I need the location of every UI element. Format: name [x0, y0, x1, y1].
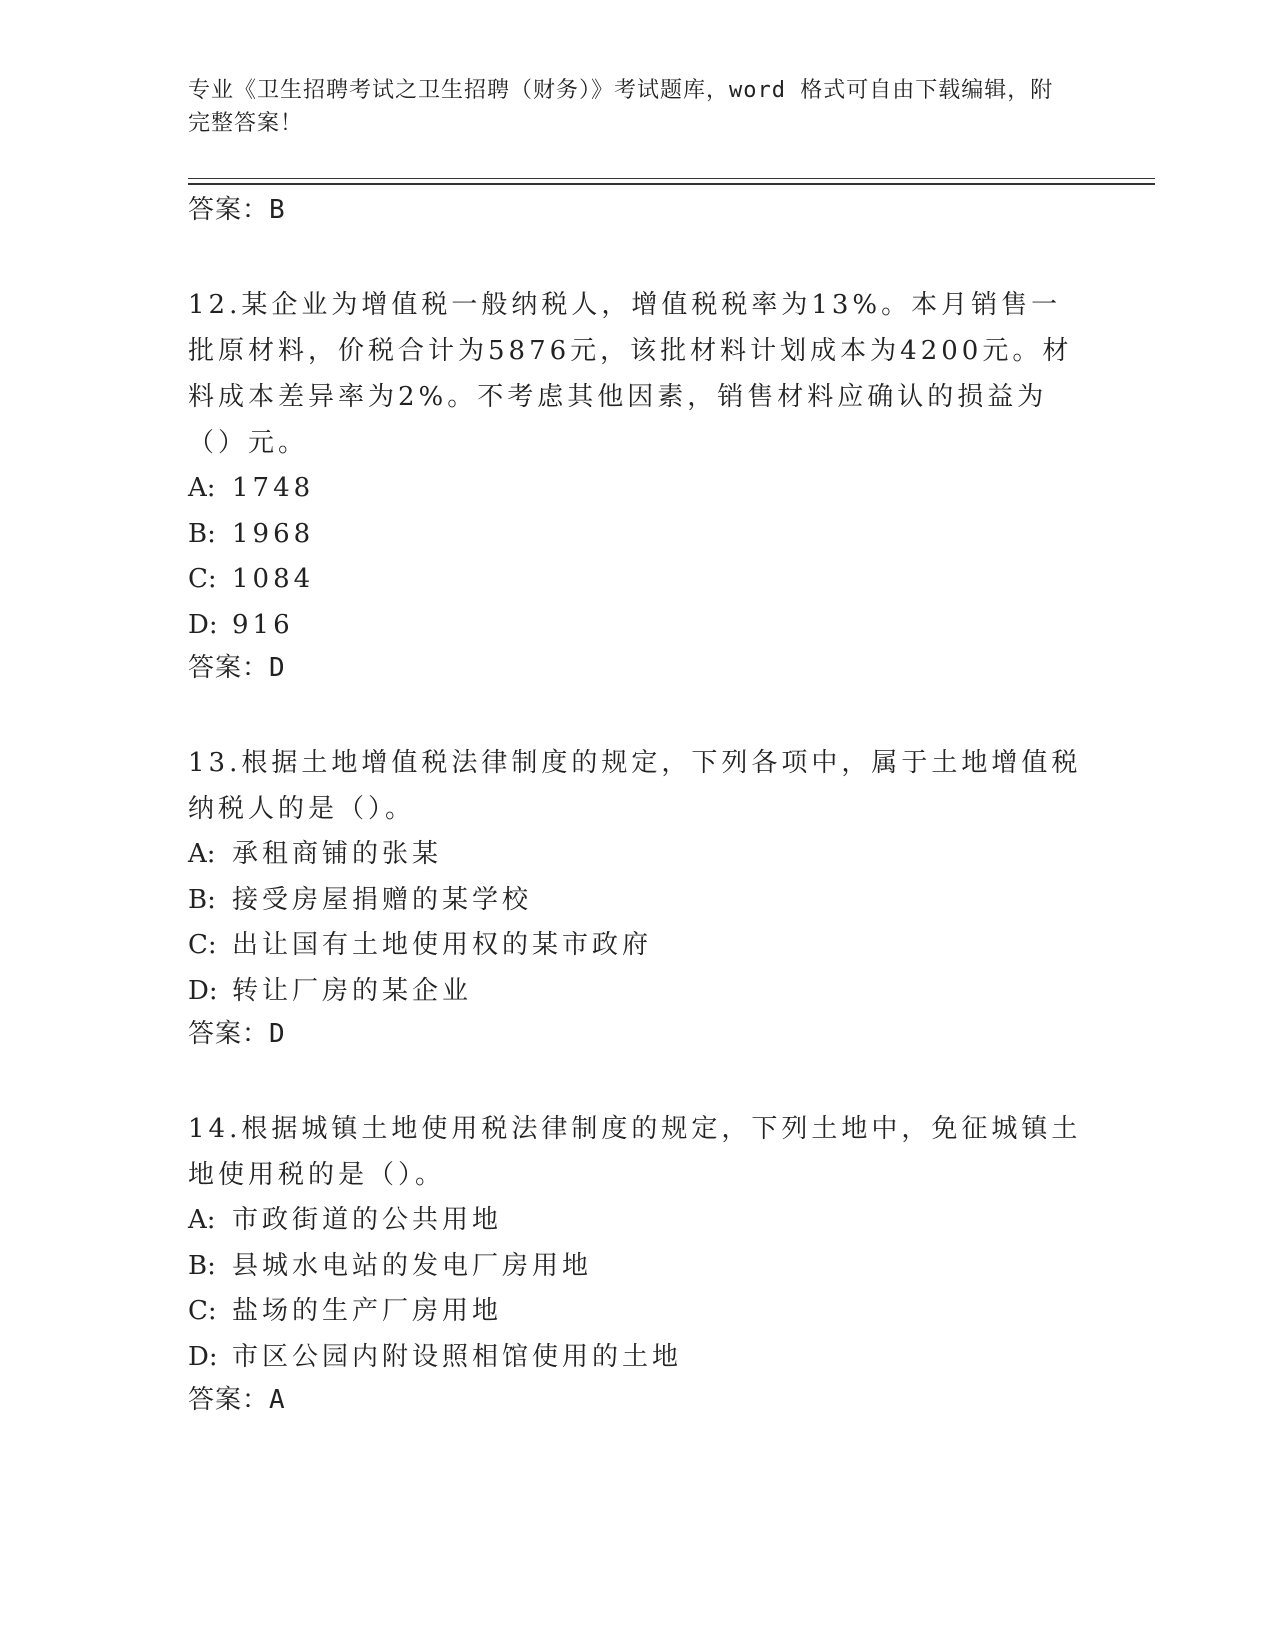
option-text: 1748	[232, 473, 315, 503]
option-text: 接受房屋捐赠的某学校	[232, 884, 533, 915]
option-letter: D:	[188, 975, 218, 1006]
option-text: 县城水电站的发电厂房用地	[232, 1250, 593, 1281]
answer-prefix: 答案：	[188, 1385, 270, 1415]
option-d	[188, 603, 1088, 649]
option-letter: C:	[188, 1296, 217, 1326]
option-c	[188, 557, 1088, 603]
answer-prefix: 答案：	[188, 653, 270, 683]
option-letter: B:	[188, 518, 216, 549]
option-letter: C:	[188, 930, 217, 960]
option-a	[188, 466, 1088, 512]
option-c	[188, 923, 1088, 969]
header-divider-thin	[188, 178, 1155, 179]
option-letter: B:	[188, 1250, 216, 1281]
option-letter: B:	[188, 884, 216, 915]
option-letter: A:	[188, 839, 216, 869]
option-text: 1084	[232, 564, 315, 594]
question-text: 14.根据城镇土地使用税法律制度的规定，下列土地中，免征城镇土地使用税的是（）。	[188, 1114, 1082, 1190]
option-text: 916	[232, 609, 294, 640]
option-text: 转让厂房的某企业	[232, 975, 473, 1006]
option-d	[188, 969, 1088, 1015]
option-d	[188, 1335, 1088, 1381]
option-letter: A:	[188, 1205, 216, 1235]
question-list	[188, 190, 1088, 1420]
spacer	[188, 688, 1088, 740]
question-12	[188, 282, 1088, 688]
answer-prefix: 答案：	[188, 1019, 270, 1049]
answer-value: A	[269, 1385, 286, 1415]
option-a	[188, 1198, 1088, 1244]
option-b	[188, 1244, 1088, 1290]
header-divider-thick	[188, 183, 1155, 185]
spacer	[188, 1054, 1088, 1106]
question-text: 13.根据土地增值税法律制度的规定，下列各项中，属于土地增值税纳税人的是（）。	[188, 748, 1082, 824]
option-text: 盐场的生产厂房用地	[232, 1296, 503, 1326]
answer-value: B	[269, 195, 286, 225]
option-text: 1968	[232, 518, 315, 549]
option-text: 出让国有土地使用权的某市政府	[232, 930, 653, 960]
previous-answer	[188, 190, 1088, 230]
page-header: 专业《卫生招聘考试之卫生招聘（财务）》考试题库，word 格式可自由下载编辑，附完整答案！	[188, 78, 1054, 136]
question-text: 12.某企业为增值税一般纳税人，增值税税率为13%。本月销售一批原材料，价税合计为5876元，该批材料计划成本为4200元。材料成本差异率为2%。不考虑其他因素，销售材料应确认的损益为（）元。	[188, 290, 1073, 458]
option-text: 市政街道的公共用地	[232, 1205, 503, 1235]
option-b	[188, 878, 1088, 924]
option-letter: D:	[188, 1341, 218, 1372]
answer-line	[188, 1014, 1088, 1054]
answer-prefix: 答案：	[188, 195, 270, 225]
option-text: 市区公园内附设照相馆使用的土地	[232, 1341, 683, 1372]
option-b	[188, 512, 1088, 558]
answer-value: D	[269, 653, 286, 683]
option-c	[188, 1289, 1088, 1335]
question-14	[188, 1106, 1088, 1420]
answer-line	[188, 648, 1088, 688]
spacer	[188, 230, 1088, 282]
option-letter: C:	[188, 564, 217, 594]
option-a	[188, 832, 1088, 878]
answer-line	[188, 1380, 1088, 1420]
option-letter: A:	[188, 473, 216, 503]
option-text: 承租商铺的张某	[232, 839, 443, 869]
question-13	[188, 740, 1088, 1054]
option-letter: D:	[188, 609, 218, 640]
answer-value: D	[269, 1019, 286, 1049]
